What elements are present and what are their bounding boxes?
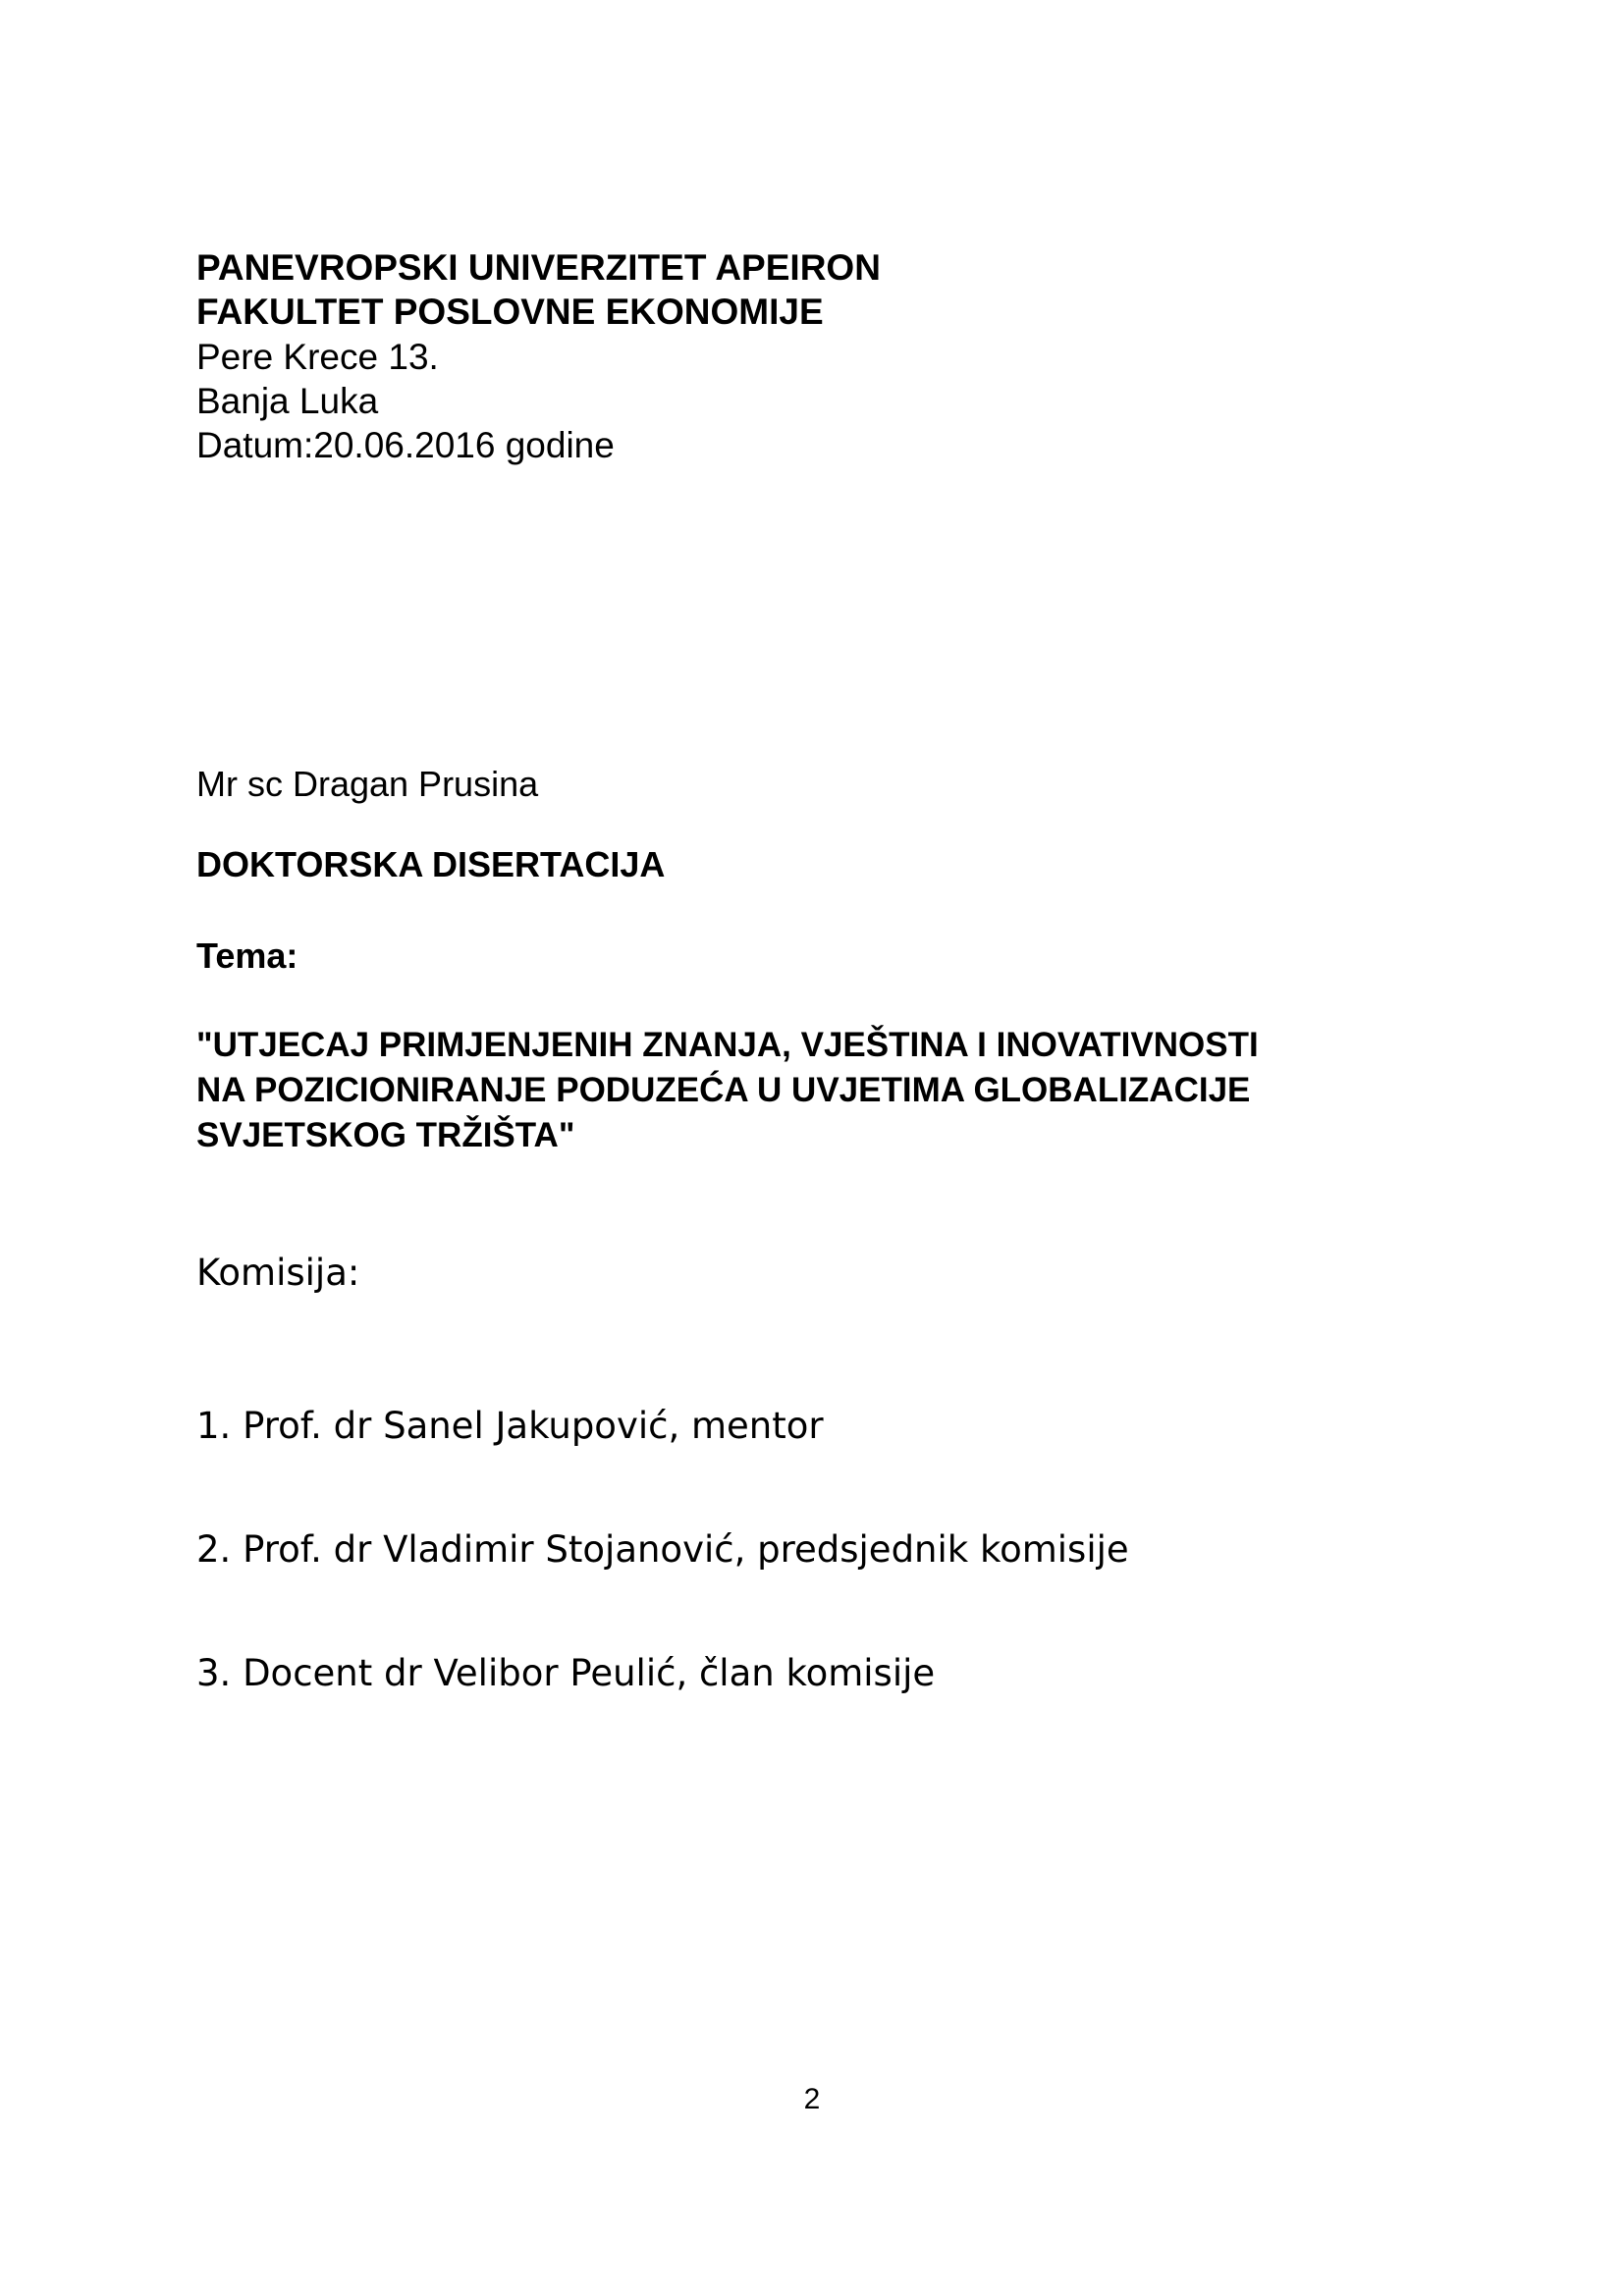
page-number: 2 — [803, 2083, 821, 2115]
document-date: Datum:20.06.2016 godine — [196, 425, 615, 465]
topic-title-line-1: "UTJECAJ PRIMJENJENIH ZNANJA, VJEŠTINA I INOVATIVNOSTI — [196, 1026, 1259, 1064]
committee-label: Komisija: — [196, 1252, 360, 1294]
committee-member-3: 3. Docent dr Velibor Peulić, član komisije — [196, 1652, 936, 1694]
document-type: DOKTORSKA DISERTACIJA — [196, 844, 666, 884]
topic-label: Tema: — [196, 935, 298, 976]
street-address: Pere Krece 13. — [196, 337, 439, 377]
city: Banja Luka — [196, 381, 379, 421]
author-name: Mr sc Dragan Prusina — [196, 764, 539, 804]
committee-member-1: 1. Prof. dr Sanel Jakupović, mentor — [196, 1405, 824, 1447]
topic-title-line-2: NA POZICIONIRANJE PODUZEĆA U UVJETIMA GLOBALIZACIJE — [196, 1071, 1251, 1109]
faculty-name: FAKULTET POSLOVNE EKONOMIJE — [196, 292, 824, 332]
committee-member-2: 2. Prof. dr Vladimir Stojanović, predsjednik komisije — [196, 1528, 1129, 1571]
university-name: PANEVROPSKI UNIVERZITET APEIRON — [196, 247, 881, 288]
topic-title-line-3: SVJETSKOG TRŽIŠTA" — [196, 1116, 575, 1154]
